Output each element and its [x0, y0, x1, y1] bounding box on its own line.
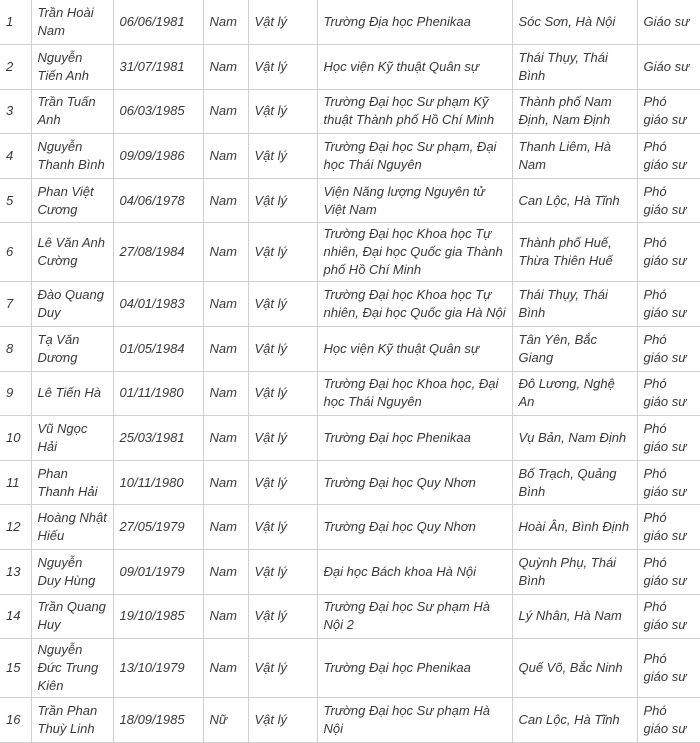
row-number-cell: 10 [0, 416, 31, 461]
row-number-cell: 12 [0, 505, 31, 550]
row-number-cell: 11 [0, 460, 31, 505]
table-row [0, 178, 700, 223]
field-cell: Vật lý [248, 416, 317, 461]
full-name-cell: Trần Quang Huy [31, 594, 113, 639]
row-number-cell: 14 [0, 594, 31, 639]
gender-cell: Nam [203, 327, 248, 372]
date-of-birth-cell: 18/09/1985 [113, 698, 203, 743]
institution-cell: Trường Đại học Khoa học Tự nhiên, Đại học Quốc gia Thành phố Hồ Chí Minh [317, 223, 512, 282]
date-of-birth-cell: 19/10/1985 [113, 594, 203, 639]
gender-cell: Nam [203, 550, 248, 595]
hometown-cell: Can Lộc, Hà Tĩnh [512, 698, 637, 743]
institution-cell: Trường Đại học Sư phạm, Đại học Thái Nguyên [317, 134, 512, 179]
row-number-cell: 6 [0, 223, 31, 282]
date-of-birth-cell: 01/11/1980 [113, 371, 203, 416]
academic-title-cell: Phó giáo sư [637, 178, 700, 223]
gender-cell: Nam [203, 505, 248, 550]
full-name-cell: Phan Thanh Hải [31, 460, 113, 505]
hometown-cell: Quế Võ, Bắc Ninh [512, 639, 637, 698]
academic-title-cell: Phó giáo sư [637, 416, 700, 461]
hometown-cell: Lý Nhân, Hà Nam [512, 594, 637, 639]
gender-cell: Nam [203, 223, 248, 282]
field-cell: Vật lý [248, 639, 317, 698]
row-number-cell: 5 [0, 178, 31, 223]
hometown-cell: Tân Yên, Bắc Giang [512, 327, 637, 372]
gender-cell: Nam [203, 45, 248, 90]
full-name-cell: Hoàng Nhật Hiếu [31, 505, 113, 550]
academic-title-cell: Phó giáo sư [637, 89, 700, 134]
gender-cell: Nam [203, 134, 248, 179]
academic-title-cell: Phó giáo sư [637, 550, 700, 595]
institution-cell: Trường Địa học Phenikaa [317, 0, 512, 45]
field-cell: Vật lý [248, 698, 317, 743]
full-name-cell: Nguyễn Duy Hùng [31, 550, 113, 595]
gender-cell: Nam [203, 416, 248, 461]
full-name-cell: Lê Tiến Hà [31, 371, 113, 416]
field-cell: Vật lý [248, 0, 317, 45]
full-name-cell: Đào Quang Duy [31, 282, 113, 327]
full-name-cell: Trần Phan Thuỳ Linh [31, 698, 113, 743]
institution-cell: Trường Đại học Phenikaa [317, 639, 512, 698]
table-row [0, 550, 700, 595]
full-name-cell: Nguyễn Đức Trung Kiên [31, 639, 113, 698]
field-cell: Vật lý [248, 371, 317, 416]
hometown-cell: Sóc Sơn, Hà Nội [512, 0, 637, 45]
field-cell: Vật lý [248, 594, 317, 639]
hometown-cell: Bố Trạch, Quảng Bình [512, 460, 637, 505]
field-cell: Vật lý [248, 45, 317, 90]
institution-cell: Trường Đại học Khoa học, Đại học Thái Nguyên [317, 371, 512, 416]
table-row [0, 698, 700, 743]
institution-cell: Học viện Kỹ thuật Quân sự [317, 327, 512, 372]
table-row [0, 505, 700, 550]
date-of-birth-cell: 27/08/1984 [113, 223, 203, 282]
field-cell: Vật lý [248, 327, 317, 372]
hometown-cell: Thành phố Nam Định, Nam Định [512, 89, 637, 134]
hometown-cell: Vụ Bản, Nam Định [512, 416, 637, 461]
table-row [0, 0, 700, 45]
date-of-birth-cell: 31/07/1981 [113, 45, 203, 90]
date-of-birth-cell: 13/10/1979 [113, 639, 203, 698]
gender-cell: Nam [203, 89, 248, 134]
date-of-birth-cell: 09/09/1986 [113, 134, 203, 179]
table-row [0, 282, 700, 327]
full-name-cell: Phan Việt Cương [31, 178, 113, 223]
full-name-cell: Nguyễn Tiến Anh [31, 45, 113, 90]
gender-cell: Nam [203, 594, 248, 639]
row-number-cell: 7 [0, 282, 31, 327]
date-of-birth-cell: 04/06/1978 [113, 178, 203, 223]
academic-title-cell: Phó giáo sư [637, 594, 700, 639]
hometown-cell: Đô Lương, Nghệ An [512, 371, 637, 416]
academic-title-cell: Phó giáo sư [637, 282, 700, 327]
date-of-birth-cell: 04/01/1983 [113, 282, 203, 327]
full-name-cell: Nguyễn Thanh Bình [31, 134, 113, 179]
gender-cell: Nam [203, 178, 248, 223]
hometown-cell: Thanh Liêm, Hà Nam [512, 134, 637, 179]
hometown-cell: Thái Thụy, Thái Bình [512, 282, 637, 327]
academic-title-cell: Phó giáo sư [637, 134, 700, 179]
academic-title-cell: Phó giáo sư [637, 223, 700, 282]
full-name-cell: Lê Văn Anh Cường [31, 223, 113, 282]
institution-cell: Học viện Kỹ thuật Quân sự [317, 45, 512, 90]
academic-title-cell: Giáo sư [637, 0, 700, 45]
table-row [0, 223, 700, 282]
table-row [0, 371, 700, 416]
gender-cell: Nam [203, 282, 248, 327]
institution-cell: Trường Đại học Khoa học Tự nhiên, Đại học Quốc gia Hà Nội [317, 282, 512, 327]
institution-cell: Viện Năng lượng Nguyên tử Việt Nam [317, 178, 512, 223]
table-row [0, 416, 700, 461]
gender-cell: Nữ [203, 698, 248, 743]
full-name-cell: Vũ Ngọc Hải [31, 416, 113, 461]
row-number-cell: 4 [0, 134, 31, 179]
field-cell: Vật lý [248, 223, 317, 282]
field-cell: Vật lý [248, 134, 317, 179]
date-of-birth-cell: 10/11/1980 [113, 460, 203, 505]
academic-title-cell: Giáo sư [637, 45, 700, 90]
academic-title-cell: Phó giáo sư [637, 460, 700, 505]
hometown-cell: Hoài Ân, Bình Định [512, 505, 637, 550]
date-of-birth-cell: 06/03/1985 [113, 89, 203, 134]
date-of-birth-cell: 01/05/1984 [113, 327, 203, 372]
field-cell: Vật lý [248, 178, 317, 223]
hometown-cell: Can Lộc, Hà Tĩnh [512, 178, 637, 223]
full-name-cell: Trần Tuấn Anh [31, 89, 113, 134]
institution-cell: Trường Đại học Sư phạm Hà Nội 2 [317, 594, 512, 639]
gender-cell: Nam [203, 0, 248, 45]
date-of-birth-cell: 25/03/1981 [113, 416, 203, 461]
row-number-cell: 1 [0, 0, 31, 45]
date-of-birth-cell: 06/06/1981 [113, 0, 203, 45]
table-row [0, 594, 700, 639]
table-row [0, 89, 700, 134]
academic-title-cell: Phó giáo sư [637, 327, 700, 372]
table-row [0, 327, 700, 372]
institution-cell: Trường Đại học Quy Nhơn [317, 505, 512, 550]
field-cell: Vật lý [248, 282, 317, 327]
field-cell: Vật lý [248, 550, 317, 595]
institution-cell: Trường Đại học Quy Nhơn [317, 460, 512, 505]
institution-cell: Trường Đại học Sư phạm Hà Nội [317, 698, 512, 743]
date-of-birth-cell: 27/05/1979 [113, 505, 203, 550]
full-name-cell: Tạ Văn Dương [31, 327, 113, 372]
table-row [0, 639, 700, 698]
row-number-cell: 13 [0, 550, 31, 595]
hometown-cell: Thái Thụy, Thái Bình [512, 45, 637, 90]
academic-title-cell: Phó giáo sư [637, 698, 700, 743]
hometown-cell: Thành phố Huế, Thừa Thiên Huế [512, 223, 637, 282]
field-cell: Vật lý [248, 460, 317, 505]
hometown-cell: Quỳnh Phụ, Thái Bình [512, 550, 637, 595]
table-row [0, 45, 700, 90]
full-name-cell: Trần Hoài Nam [31, 0, 113, 45]
field-cell: Vật lý [248, 89, 317, 134]
field-cell: Vật lý [248, 505, 317, 550]
academic-title-cell: Phó giáo sư [637, 639, 700, 698]
academic-title-cell: Phó giáo sư [637, 505, 700, 550]
row-number-cell: 8 [0, 327, 31, 372]
gender-cell: Nam [203, 460, 248, 505]
gender-cell: Nam [203, 639, 248, 698]
row-number-cell: 15 [0, 639, 31, 698]
institution-cell: Trường Đại học Phenikaa [317, 416, 512, 461]
institution-cell: Trường Đại học Sư phạm Kỹ thuật Thành phố Hồ Chí Minh [317, 89, 512, 134]
academic-title-cell: Phó giáo sư [637, 371, 700, 416]
row-number-cell: 16 [0, 698, 31, 743]
table-row [0, 134, 700, 179]
row-number-cell: 3 [0, 89, 31, 134]
gender-cell: Nam [203, 371, 248, 416]
institution-cell: Đại học Bách khoa Hà Nội [317, 550, 512, 595]
table-row [0, 460, 700, 505]
row-number-cell: 2 [0, 45, 31, 90]
date-of-birth-cell: 09/01/1979 [113, 550, 203, 595]
row-number-cell: 9 [0, 371, 31, 416]
